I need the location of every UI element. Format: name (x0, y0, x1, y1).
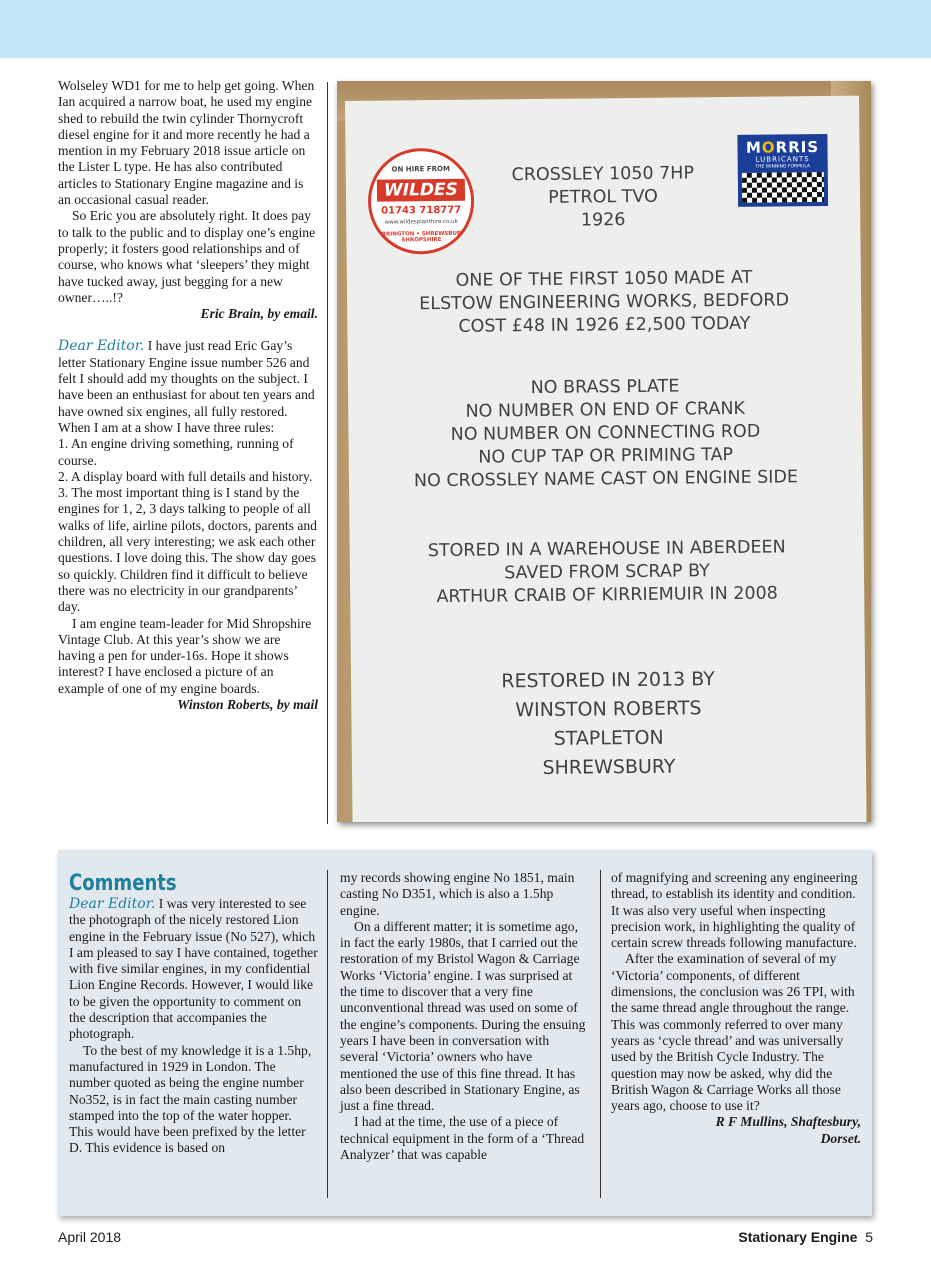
letter2-closing: I am engine team-leader for Mid Shropshire Vintage Club. At this year’s show we are having a pen for under-16s. Hope it shows interest? I have enclosed a picture of an example of one of my engine boards. (58, 615, 312, 696)
comments-column-2: my records showing engine No 1851, main casting No D351, which is also a 1.5hp engine. On a different matter; it is sometime ago, in fact the early 1980s, that I carried out the restoration of my Bristol Wagon & Carriage Works ‘Victoria’ engine. I was surprised at the time to discover that a very fine unconventional thread was used on some of the engine’s components. During the ensuing years I have been in conversation with several ‘Victoria’ owners who have mentioned the use of this fine thread. It has also been described in Stationary Engine, as just a fine thread. I had at the time, the use of a piece of technical equipment in the form of a ‘Thread Analyzer’ that was capable (340, 870, 586, 1163)
top-color-band (0, 0, 931, 58)
footer-date: April 2018 (58, 1229, 122, 1245)
comments-column-1: Comments Dear Editor. I was very interested to see the photograph of the nicely restored Lion engine in the February issue (No 527), which I am pleased to say I have contained, together with five similar engines, in my confidential Lion Engine Records. However, I would like to be given the opportunity to comment on the description that accompanies the photograph. To the best of my knowledge it is a 1.5hp, manufactured in 1929 in London. The number quoted as being the engine number No352, is in fact the main casting number stamped into the top of the water hopper. This would have been prefixed by the letter D. This evidence is based on (69, 871, 318, 1156)
comments-divider (327, 870, 328, 1198)
letter1-paragraph: Wolseley WD1 for me to help get going. When Ian acquired a narrow boat, he used my engine shed to rebuild the twin cylinder Thornycroft diesel engine for it and more recently he had a mention in my February 2018 issue article on the Lister L type. He has also contributed articles to Stationary Engine magazine and is an occasional casual reader. (58, 78, 315, 208)
letter1-signature: Eric Brain, by email. (200, 306, 318, 322)
letter2-signature: Winston Roberts, by mail (177, 696, 318, 712)
letter1-paragraph: So Eric you are absolutely right. It does pay to talk to the public and to display one’s engine properly; it fosters good relationships and of course, who knows what ‘sleepers’ they might have tucked away, just begging for a new owner…..!? (58, 208, 316, 305)
engine-board-photo (337, 81, 871, 822)
morris-sticker: MORRIS LUBRICANTS THE WINNING FORMULA (737, 134, 828, 207)
letter2-rule-3: 3. The most important thing is I stand by the engines for 1, 2, 3 days talking to people of all walks of life, airline pilots, doctors, parents and children, all very interesting; we ask each other questions. I love doing this. The show day goes so quickly. Children find it difficult to believe there was no electricity in our grandparents’ day. (58, 485, 317, 615)
comments-signature: R F Mullins, Shaftesbury, (715, 1114, 861, 1130)
wildes-sticker: ON HIRE FROM WILDES 01743 718777 www.wildesplanthire.co.uk DORRINGTON • SHREWSBURY • SHROPSHIRE (368, 148, 475, 255)
board-heading: CROSSLEY 1050 7HP PETROL TVO 1926 (511, 163, 695, 231)
comments-divider (600, 870, 601, 1198)
comments-salutation: Dear Editor. (69, 896, 156, 912)
comments-heading: Comments (69, 871, 177, 896)
page-number: 5 (865, 1229, 873, 1245)
letter2-intro: Dear Editor. I have just read Eric Gay’s letter Stationary Engine issue number 526 and felt I should add my thoughts on the subject. I have been an enthusiast for about ten years and have owned six engines, all fully restored. When I am at a show I have three rules: (58, 338, 315, 435)
column-divider (327, 82, 328, 824)
letters-column (58, 78, 318, 713)
letter2-rule-1: 1. An engine driving something, running of course. (58, 436, 294, 468)
footer-magazine (738, 1229, 873, 1245)
board-block-4: RESTORED IN 2013 BY WINSTON ROBERTS STAPLETON SHREWSBURY (501, 668, 715, 779)
letter2-rule-2: 2. A display board with full details and history. (58, 468, 313, 484)
comments-column-3: of magnifying and screening any engineering thread, to establish its identity and condition. It was also very useful when inspecting precision work, in highlighting the quality of certain screw threads following manufacture. After the examination of several of my ‘Victoria’ components, of different dimensions, the conclusion was 26 TPI, with the same thread angle throughout the range. This was commonly referred to over many years as ‘cycle thread’ and was universally used by the British Cycle Industry. The question may now be asked, why did the British Wagon & Carriage Works all those years ago, choose to use it? R F Mullins, Shaftesbury, Dorset. (611, 870, 861, 1146)
board-block-3: STORED IN A WAREHOUSE IN ABERDEEN SAVED FROM SCRAP BY ARTHUR CRAIB OF KIRRIEMUIR IN 2008 (427, 537, 786, 608)
board-block-1: ONE OF THE FIRST 1050 MADE AT ELSTOW ENGINEERING WORKS, BEDFORD COST £48 IN 1926 £2,500 TODAY (419, 267, 790, 337)
letter2-salutation: Dear Editor. (58, 338, 145, 355)
board-block-2: NO BRASS PLATE NO NUMBER ON END OF CRANK NO NUMBER ON CONNECTING ROD NO CUP TAP OR PRIMING TAP NO CROSSLEY NAME CAST ON ENGINE SIDE (413, 376, 799, 492)
magazine-title: Stationary Engine (738, 1229, 858, 1245)
display-board (345, 96, 867, 822)
comments-box (58, 850, 872, 1216)
